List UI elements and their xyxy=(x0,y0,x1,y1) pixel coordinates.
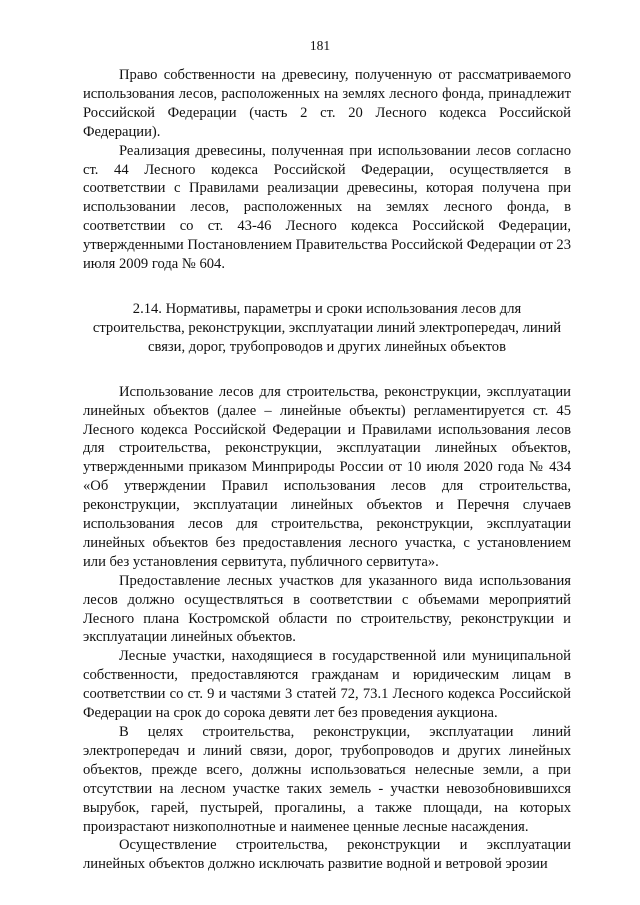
paragraph-wood-sale: Реализация древесины, полученная при использовании лесов согласно ст. 44 Лесного кодекса Российской Федерации, осуществляется в соответствии с Правилами реализации древесины, которая получена при использовании лесов, расположенных на землях лесного фонда, в соответствии со ст. 43-46 Лесного кодекса Российской Федерации, утвержденными Постановлением Правительства Российской Федерации от 23 июля 2009 года № 604. xyxy=(83,142,571,273)
paragraph-plot-ownership: Лесные участки, находящиеся в государственной или муниципальной собственности, предоставляются гражданам и юридическим лицам в соответствии со ст. 9 и частями 3 статей 72, 73.1 Лесного кодекса Российской Федерации на срок до сорока девяти лет без проведения аукциона. xyxy=(83,648,571,722)
paragraph-wood-ownership: Право собственности на древесину, полученную от рассматриваемого использования лесов, расположенных на землях лесного фонда, принадлежит Российской Федерации (часть 2 ст. 20 Лесного кодекса Российской Федерации). xyxy=(83,67,571,140)
page-content xyxy=(83,66,571,874)
paragraph-plot-provision: Предоставление лесных участков для указанного вида использования лесов должно осуществляться в соответствии с объемами мероприятий Лесного плана Костромской области по строительству, реконструкции и эксплуатации линейных объектов. xyxy=(83,572,571,646)
page-number: 181 xyxy=(309,38,331,53)
paragraph-linear-objects-use: Использование лесов для строительства, реконструкции, эксплуатации линейных объектов (далее – линейные объекты) регламентируется ст. 45 Лесного кодекса Российской Федерации и Правилами использования лесов для строительства, реконструкции, эксплуатации линейных объектов, утвержденными приказом Минприроды России от 10 июля 2020 года № 434 «Об утверждении Правил использования лесов для строительства, реконструкции, эксплуатации линейных объектов и Перечня случаев использования лесов для строительства, реконструкции, эксплуатации линейных объектов без предоставления лесного участка, с установлением или без установления сервитута, публичного сервитута». xyxy=(83,383,571,570)
section-heading: 2.14. Нормативы, параметры и сроки использования лесов для строительства, реконструкции, эксплуатации линий электропередач, линий связи, дорог, трубопроводов и других линейных объектов xyxy=(92,300,562,355)
paragraph-erosion: Осуществление строительства, реконструкции и эксплуатации линейных объектов должно исключать развитие водной и ветровой эрозии xyxy=(83,837,571,873)
paragraph-land-priority: В целях строительства, реконструкции, эксплуатации линий электропередач и линий связи, дорог, трубопроводов и других линейных объектов, прежде всего, должны использоваться нелесные земли, а при отсутствии на лесном участке таких земель - участки невозобновившихся вырубок, гарей, пустырей, прогалины, а также площади, на которых произрастают низкополнотные и наименее ценные лесные насаждения. xyxy=(83,724,571,835)
